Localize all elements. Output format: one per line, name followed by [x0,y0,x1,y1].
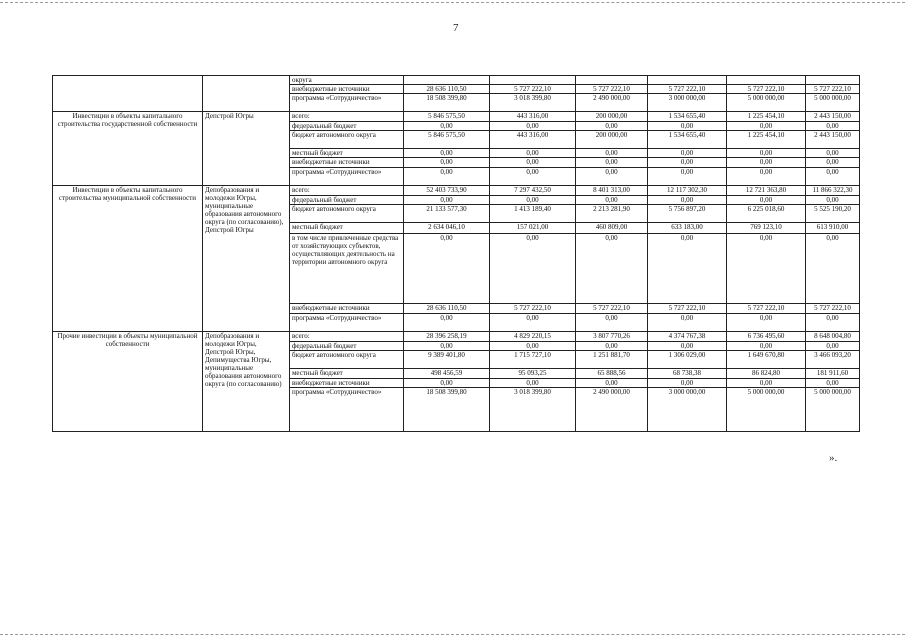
value-cell: 5 000 000,00 [727,388,806,432]
value-cell: 0,00 [648,342,727,351]
value-cell: 0,00 [727,234,806,304]
funding-source-cell: бюджет автономного округа [290,205,404,223]
value-cell: 0,00 [727,158,806,168]
value-cell: 0,00 [806,149,860,158]
value-cell: 3 466 093,20 [806,351,860,369]
value-cell: 86 824,80 [727,369,806,379]
funding-source-cell: программа «Сотрудничество» [290,314,404,332]
value-cell: 1 534 655,40 [648,131,727,149]
value-cell: 613 910,00 [806,223,860,234]
value-cell: 0,00 [404,314,490,332]
responsible-executor-cell: Депобразования и молодежи Югры, муниципальные образования автономного округа (по согласованию), Депстрой Югры [203,186,290,332]
value-cell: 1 649 670,80 [727,351,806,369]
value-cell: 2 490 000,00 [576,94,648,112]
value-cell [576,76,648,85]
funding-source-cell: всего: [290,112,404,122]
value-cell: 181 911,60 [806,369,860,379]
value-cell: 0,00 [648,158,727,168]
value-cell: 0,00 [727,342,806,351]
value-cell: 0,00 [490,149,576,158]
value-cell: 4 829 220,15 [490,332,576,342]
value-cell: 5 000 000,00 [806,388,860,432]
value-cell: 0,00 [648,149,727,158]
measure-name-cell: Инвестиции в объекты капитального строительства государственной собственности [53,112,203,186]
value-cell: 157 021,00 [490,223,576,234]
value-cell: 1 413 189,40 [490,205,576,223]
continued-responsible-cell [203,76,290,112]
value-cell: 2 213 281,90 [576,205,648,223]
value-cell: 0,00 [727,314,806,332]
value-cell: 5 000 000,00 [727,94,806,112]
funding-source-cell: программа «Сотрудничество» [290,94,404,112]
value-cell: 5 727 222,10 [576,85,648,94]
value-cell: 28 396 258,19 [404,332,490,342]
value-cell: 0,00 [727,379,806,388]
value-cell [648,76,727,85]
value-cell: 5 727 222,10 [806,304,860,314]
value-cell: 8 648 004,80 [806,332,860,342]
value-cell: 0,00 [576,122,648,131]
value-cell: 0,00 [806,168,860,186]
value-cell: 18 508 399,80 [404,388,490,432]
value-cell: 0,00 [806,158,860,168]
value-cell: 5 525 190,20 [806,205,860,223]
value-cell: 0,00 [648,168,727,186]
table-row [53,76,860,85]
value-cell: 0,00 [576,196,648,205]
value-cell: 0,00 [404,234,490,304]
scan-edge-top [0,2,905,4]
value-cell: 0,00 [727,168,806,186]
value-cell: 0,00 [576,234,648,304]
value-cell: 5 727 222,10 [576,304,648,314]
funding-source-cell: внебюджетные источники [290,379,404,388]
value-cell: 5 000 000,00 [806,94,860,112]
funding-source-cell: местный бюджет [290,149,404,158]
funding-source-cell: всего: [290,186,404,196]
value-cell: 65 888,56 [576,369,648,379]
value-cell: 0,00 [490,234,576,304]
value-cell: 3 000 000,00 [648,94,727,112]
value-cell: 0,00 [404,149,490,158]
value-cell: 7 297 432,50 [490,186,576,196]
funding-source-cell: бюджет автономного округа [290,131,404,149]
value-cell: 52 403 733,90 [404,186,490,196]
value-cell: 2 443 150,00 [806,131,860,149]
value-cell: 6 736 495,60 [727,332,806,342]
responsible-executor-cell: Депобразования и молодежи Югры, Депстрой Югры, Депимущества Югры, муниципальные образования автономного округа (по согласованию) [203,332,290,432]
value-cell: 5 727 222,10 [648,85,727,94]
funding-source-cell: округа [290,76,404,85]
value-cell: 460 809,00 [576,223,648,234]
table-row [53,112,860,122]
value-cell: 6 225 018,60 [727,205,806,223]
responsible-executor-cell: Депстрой Югры [203,112,290,186]
value-cell: 200 000,00 [576,112,648,122]
value-cell: 769 123,10 [727,223,806,234]
table-row [53,186,860,196]
value-cell: 0,00 [576,314,648,332]
value-cell [404,76,490,85]
funding-source-cell: федеральный бюджет [290,196,404,205]
value-cell: 0,00 [404,168,490,186]
value-cell: 5 727 222,10 [490,85,576,94]
value-cell: 200 000,00 [576,131,648,149]
value-cell: 0,00 [806,122,860,131]
value-cell: 0,00 [576,158,648,168]
measure-name-cell: Инвестиции в объекты капитального строительства муниципальной собственности [53,186,203,332]
value-cell: 443 316,00 [490,131,576,149]
funding-source-cell: всего: [290,332,404,342]
value-cell: 0,00 [727,196,806,205]
value-cell: 12 117 302,30 [648,186,727,196]
table-row [53,332,860,342]
value-cell: 443 316,00 [490,112,576,122]
funding-source-cell: внебюджетные источники [290,304,404,314]
funding-source-cell: местный бюджет [290,369,404,379]
value-cell: 9 389 401,80 [404,351,490,369]
value-cell: 3 018 399,80 [490,388,576,432]
value-cell: 5 846 575,50 [404,131,490,149]
value-cell: 0,00 [404,122,490,131]
value-cell: 1 225 454,10 [727,112,806,122]
continued-name-cell [53,76,203,112]
value-cell: 498 456,59 [404,369,490,379]
value-cell: 0,00 [806,234,860,304]
value-cell: 0,00 [404,379,490,388]
value-cell: 0,00 [648,122,727,131]
value-cell: 0,00 [806,314,860,332]
value-cell: 3 018 399,80 [490,94,576,112]
value-cell [490,76,576,85]
closing-quote: ». [829,452,838,464]
funding-source-cell: внебюджетные источники [290,85,404,94]
value-cell: 5 727 222,10 [490,304,576,314]
value-cell: 1 251 881,70 [576,351,648,369]
value-cell: 5 727 222,10 [806,85,860,94]
scan-edge-bottom [0,634,905,636]
value-cell: 0,00 [806,379,860,388]
value-cell: 0,00 [490,342,576,351]
value-cell: 0,00 [404,158,490,168]
funding-source-cell: внебюджетные источники [290,158,404,168]
value-cell: 0,00 [648,196,727,205]
value-cell: 0,00 [490,168,576,186]
value-cell: 0,00 [576,168,648,186]
value-cell: 8 401 313,00 [576,186,648,196]
value-cell: 0,00 [806,196,860,205]
value-cell: 0,00 [490,196,576,205]
value-cell: 2 490 000,00 [576,388,648,432]
funding-source-cell: в том числе привлеченные средства от хозяйствующих субъектов, осуществляющих деятельность на территории автономного округа [290,234,404,304]
value-cell: 0,00 [490,122,576,131]
value-cell: 95 093,25 [490,369,576,379]
value-cell: 0,00 [404,196,490,205]
value-cell: 0,00 [648,314,727,332]
funding-source-cell: программа «Сотрудничество» [290,168,404,186]
value-cell: 3 807 770,26 [576,332,648,342]
value-cell: 12 721 363,80 [727,186,806,196]
value-cell: 11 866 322,30 [806,186,860,196]
value-cell: 0,00 [806,342,860,351]
value-cell [727,76,806,85]
value-cell: 21 133 577,30 [404,205,490,223]
value-cell: 5 727 222,10 [727,85,806,94]
value-cell: 0,00 [490,314,576,332]
funding-source-cell: федеральный бюджет [290,122,404,131]
value-cell: 0,00 [576,149,648,158]
value-cell: 5 846 575,50 [404,112,490,122]
value-cell: 0,00 [648,379,727,388]
value-cell [806,76,860,85]
value-cell: 0,00 [490,158,576,168]
page-number: 7 [453,22,459,34]
value-cell: 2 443 150,00 [806,112,860,122]
value-cell: 0,00 [648,234,727,304]
value-cell: 5 756 897,20 [648,205,727,223]
value-cell: 4 374 767,38 [648,332,727,342]
value-cell: 0,00 [727,149,806,158]
funding-source-cell: бюджет автономного округа [290,351,404,369]
value-cell: 1 534 655,40 [648,112,727,122]
value-cell: 68 738,38 [648,369,727,379]
value-cell: 0,00 [576,342,648,351]
value-cell: 1 225 454,10 [727,131,806,149]
funding-source-cell: местный бюджет [290,223,404,234]
measure-name-cell: Прочие инвестиции в объекты муниципальной собственности [53,332,203,432]
funding-source-cell: программа «Сотрудничество» [290,388,404,432]
value-cell: 5 727 222,10 [648,304,727,314]
value-cell: 0,00 [727,122,806,131]
value-cell: 0,00 [404,342,490,351]
value-cell: 28 636 110,50 [404,304,490,314]
value-cell: 2 634 046,10 [404,223,490,234]
value-cell: 0,00 [576,379,648,388]
value-cell: 3 000 000,00 [648,388,727,432]
value-cell: 5 727 222,10 [727,304,806,314]
value-cell: 1 306 029,00 [648,351,727,369]
value-cell: 18 508 399,80 [404,94,490,112]
funding-source-cell: федеральный бюджет [290,342,404,351]
value-cell: 633 183,00 [648,223,727,234]
value-cell: 0,00 [490,379,576,388]
budget-table [52,75,860,432]
value-cell: 28 636 110,50 [404,85,490,94]
value-cell: 1 715 727,10 [490,351,576,369]
